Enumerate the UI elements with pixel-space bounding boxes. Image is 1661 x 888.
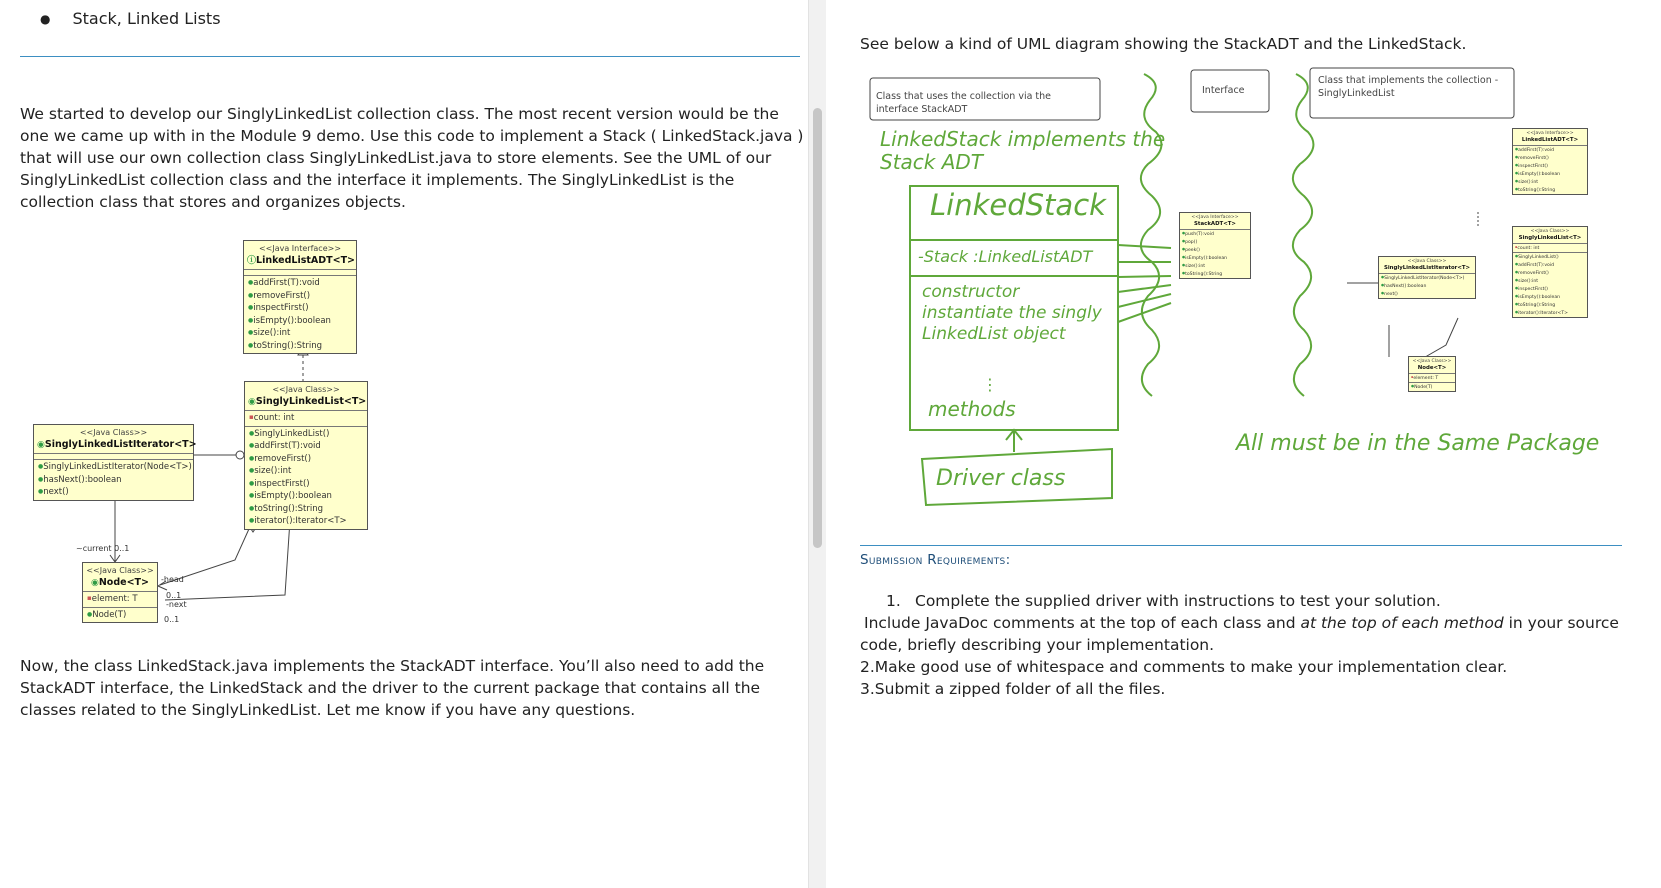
wavy-line-left xyxy=(1141,74,1162,396)
method: ● toString():String xyxy=(249,503,363,516)
methods-section xyxy=(244,276,356,353)
multiplicity: 0..1 xyxy=(114,544,130,553)
connector xyxy=(1118,285,1171,292)
callout-implements-text: Class that implements the collection - SinglyLinkedList xyxy=(1318,75,1499,99)
method: ● addFirst(T):void xyxy=(1515,146,1585,154)
section-divider xyxy=(860,545,1622,546)
uml-node xyxy=(82,562,158,623)
class-name: SinglyLinkedList<T> xyxy=(255,395,367,407)
handwritten-package-note: All must be in the Same Package xyxy=(1236,431,1600,456)
stereotype: <<Java Class>> xyxy=(1530,229,1570,234)
method: ● next() xyxy=(1381,290,1473,298)
requirement-1-text: Complete the supplied driver with instructions to test your solution. xyxy=(915,592,1441,610)
requirement-1-detail-cont: code, briefly describing your implementation. xyxy=(860,636,1215,654)
stereotype: <<Java Interface>> xyxy=(1526,131,1574,136)
method: ● removeFirst() xyxy=(1515,154,1585,162)
paragraph-line: StackADT interface, the LinkedStack and the driver to the current package that contains all the xyxy=(20,679,761,697)
right-document-pane xyxy=(826,0,1661,888)
current-label xyxy=(76,544,129,553)
text-run: in your source xyxy=(1503,614,1619,632)
bullet-dot: ● xyxy=(40,12,51,26)
field: ▪ count: int xyxy=(1515,244,1585,252)
requirement-3: 3.Submit a zipped folder of all the files. xyxy=(860,680,1166,698)
method: ● hasNext():boolean xyxy=(1381,282,1473,290)
class-name: Node<T> xyxy=(98,576,149,588)
interface-icon: ⓘ xyxy=(247,255,257,266)
stereotype: <<Java Class>> xyxy=(86,566,154,575)
method: ● peek() xyxy=(1182,246,1248,254)
method: ● inspectFirst() xyxy=(248,302,352,315)
uml-linkedlistadt xyxy=(243,240,357,354)
wavy-line-right xyxy=(1293,74,1314,396)
paragraph-line: SinglyLinkedList collection class and the interface it implements. The SinglyLinkedList is the xyxy=(20,171,735,189)
uml-mini-linkedlistadt xyxy=(1512,128,1588,195)
class-name: StackADT<T> xyxy=(1194,221,1236,227)
stereotype: <<Java Class>> xyxy=(79,428,148,437)
left-document-pane xyxy=(0,0,808,888)
method: ● removeFirst() xyxy=(248,290,352,303)
class-name: SinglyLinkedListIterator<T> xyxy=(1383,265,1471,271)
class-name: Node<T> xyxy=(1417,365,1447,371)
uml-iterator xyxy=(33,424,197,501)
method: ● isEmpty():boolean xyxy=(1515,293,1585,301)
next-label: -next xyxy=(166,600,187,609)
method: ● toString():String xyxy=(1515,301,1585,309)
nested-class-symbol xyxy=(236,451,244,459)
stereotype: <<Java Interface>> xyxy=(1191,215,1239,220)
method: ● isEmpty():boolean xyxy=(249,490,363,503)
mini-head xyxy=(1420,318,1458,360)
methods-section xyxy=(34,460,193,500)
paragraph-line: Now, the class LinkedStack.java implements the StackADT interface. You’ll also need to add the xyxy=(20,657,765,675)
paragraph-line: one we came up with in the Module 9 demo. Use this code to implement a Stack ( LinkedStack.java ) xyxy=(20,127,804,145)
method: ● inspectFirst() xyxy=(1515,285,1585,293)
method: ● toString():String xyxy=(1182,270,1248,278)
method: ● inspectFirst() xyxy=(249,478,363,491)
method: ● hasNext():boolean xyxy=(38,474,189,487)
method: ● size():int xyxy=(1182,262,1248,270)
uml-mini-node xyxy=(1408,356,1456,392)
field: ▪ element: T xyxy=(1411,374,1453,382)
method: ● toString():String xyxy=(248,340,352,353)
role-name: ~current xyxy=(76,544,112,553)
method: ● pop() xyxy=(1182,238,1248,246)
stereotype: <<Java Interface>> xyxy=(258,244,342,253)
callout-uses-text: Class that uses the collection via the interface StackADT xyxy=(876,91,1052,115)
field: ▪ element: T xyxy=(87,593,153,606)
method: ● SinglyLinkedListIterator(Node<T>) xyxy=(38,461,189,474)
handwritten-constructor: constructor instantiate the singly LinkedList object xyxy=(922,282,1102,344)
uml-mini-singlylinkedlist xyxy=(1512,226,1588,318)
method: ● size():int xyxy=(249,465,363,478)
method: ● inspectFirst() xyxy=(1515,162,1585,170)
paragraph-line: collection class that stores and organizes objects. xyxy=(20,193,406,211)
list-number: 1. xyxy=(886,592,901,610)
method: ● size():int xyxy=(1515,277,1585,285)
submission-requirements-heading: Submission Requirements: xyxy=(860,552,1011,568)
handwritten-class-name: LinkedStack xyxy=(930,188,1106,222)
emphasis-text: at the top of each method xyxy=(1300,614,1504,632)
class-name: LinkedListADT<T> xyxy=(256,254,356,266)
method: ● addFirst(T):void xyxy=(249,440,363,453)
paragraph-line: classes related to the SinglyLinkedList. Let me know if you have any questions. xyxy=(20,701,636,719)
stereotype: <<Java Class>> xyxy=(1407,259,1447,264)
method: ● removeFirst() xyxy=(1515,269,1585,277)
requirement-1 xyxy=(886,591,1441,612)
scrollbar-thumb[interactable] xyxy=(813,108,822,548)
class-icon: ◉ xyxy=(248,396,256,407)
vertical-scrollbar[interactable] xyxy=(808,0,828,888)
method: ● isEmpty():boolean xyxy=(1182,254,1248,262)
class-icon: ◉ xyxy=(91,577,99,588)
methods-section xyxy=(1379,274,1475,298)
stereotype: <<Java Class>> xyxy=(1412,359,1452,364)
method: ● Node(T) xyxy=(87,609,153,622)
requirement-1-detail xyxy=(864,613,1619,634)
method: ● size():int xyxy=(248,327,352,340)
methods-section xyxy=(1180,230,1250,278)
next-multiplicity: 0..1 xyxy=(164,615,180,624)
method: ● addFirst(T):void xyxy=(1515,261,1585,269)
paragraph-2 xyxy=(20,655,764,721)
method: ● removeFirst() xyxy=(249,453,363,466)
connector xyxy=(1118,245,1171,248)
method: ● iterator():Iterator<T> xyxy=(249,515,363,528)
method: ● addFirst(T):void xyxy=(248,277,352,290)
head-multiplicity: 0..1 xyxy=(166,591,182,600)
class-name: SinglyLinkedListIterator<T> xyxy=(44,438,197,450)
method: ● SinglyLinkedListIterator(Node<T>) xyxy=(1381,274,1473,282)
method: ● SinglyLinkedList() xyxy=(249,428,363,441)
class-icon: ◉ xyxy=(37,439,45,450)
method: ● next() xyxy=(38,486,189,499)
method: ● iterator():Iterator<T> xyxy=(1515,309,1585,317)
text-run: Include JavaDoc comments at the top of each class and xyxy=(864,614,1301,632)
handwritten-field: -Stack :LinkedListADT xyxy=(918,247,1093,266)
uml-stackadt xyxy=(1179,212,1251,279)
method: ● size():int xyxy=(1515,178,1585,186)
method: ● toString():String xyxy=(1515,186,1585,194)
head-label: -head xyxy=(161,575,184,584)
method: ● push(T):void xyxy=(1182,230,1248,238)
methods-section xyxy=(1513,253,1587,317)
handwritten-note: LinkedStack implements the Stack ADT xyxy=(880,127,1166,174)
field: ▪ count: int xyxy=(249,412,363,425)
uml-singlylinkedlist xyxy=(244,381,368,530)
class-name: SinglyLinkedList<T> xyxy=(1518,235,1582,241)
handwritten-ellipsis: ⋮ xyxy=(982,375,998,394)
callout-interface-text: Interface xyxy=(1202,85,1245,96)
paragraph-line: We started to develop our SinglyLinkedList collection class. The most recent version would be the xyxy=(20,105,779,123)
methods-section xyxy=(245,427,367,529)
paragraph-line: that will use our own collection class SinglyLinkedList.java to store elements. See the UML of our xyxy=(20,149,772,167)
requirement-2: 2.Make good use of whitespace and comments to make your implementation clear. xyxy=(860,658,1508,676)
methods-section xyxy=(1513,146,1587,194)
bullet-text: Stack, Linked Lists xyxy=(72,9,221,28)
class-name: LinkedListADT<T> xyxy=(1521,137,1579,143)
method: ● isEmpty():boolean xyxy=(248,315,352,328)
next-association xyxy=(165,520,290,600)
method: ● Node(T) xyxy=(1411,383,1453,391)
method: ● SinglyLinkedList() xyxy=(1515,253,1585,261)
connector xyxy=(1118,276,1171,277)
stereotype: <<Java Class>> xyxy=(272,385,340,394)
handwritten-driver: Driver class xyxy=(936,466,1066,491)
intro-text: See below a kind of UML diagram showing the StackADT and the LinkedStack. xyxy=(860,35,1467,53)
handwritten-methods: methods xyxy=(928,397,1016,421)
method: ● isEmpty():boolean xyxy=(1515,170,1585,178)
uml-mini-iterator xyxy=(1378,256,1476,299)
